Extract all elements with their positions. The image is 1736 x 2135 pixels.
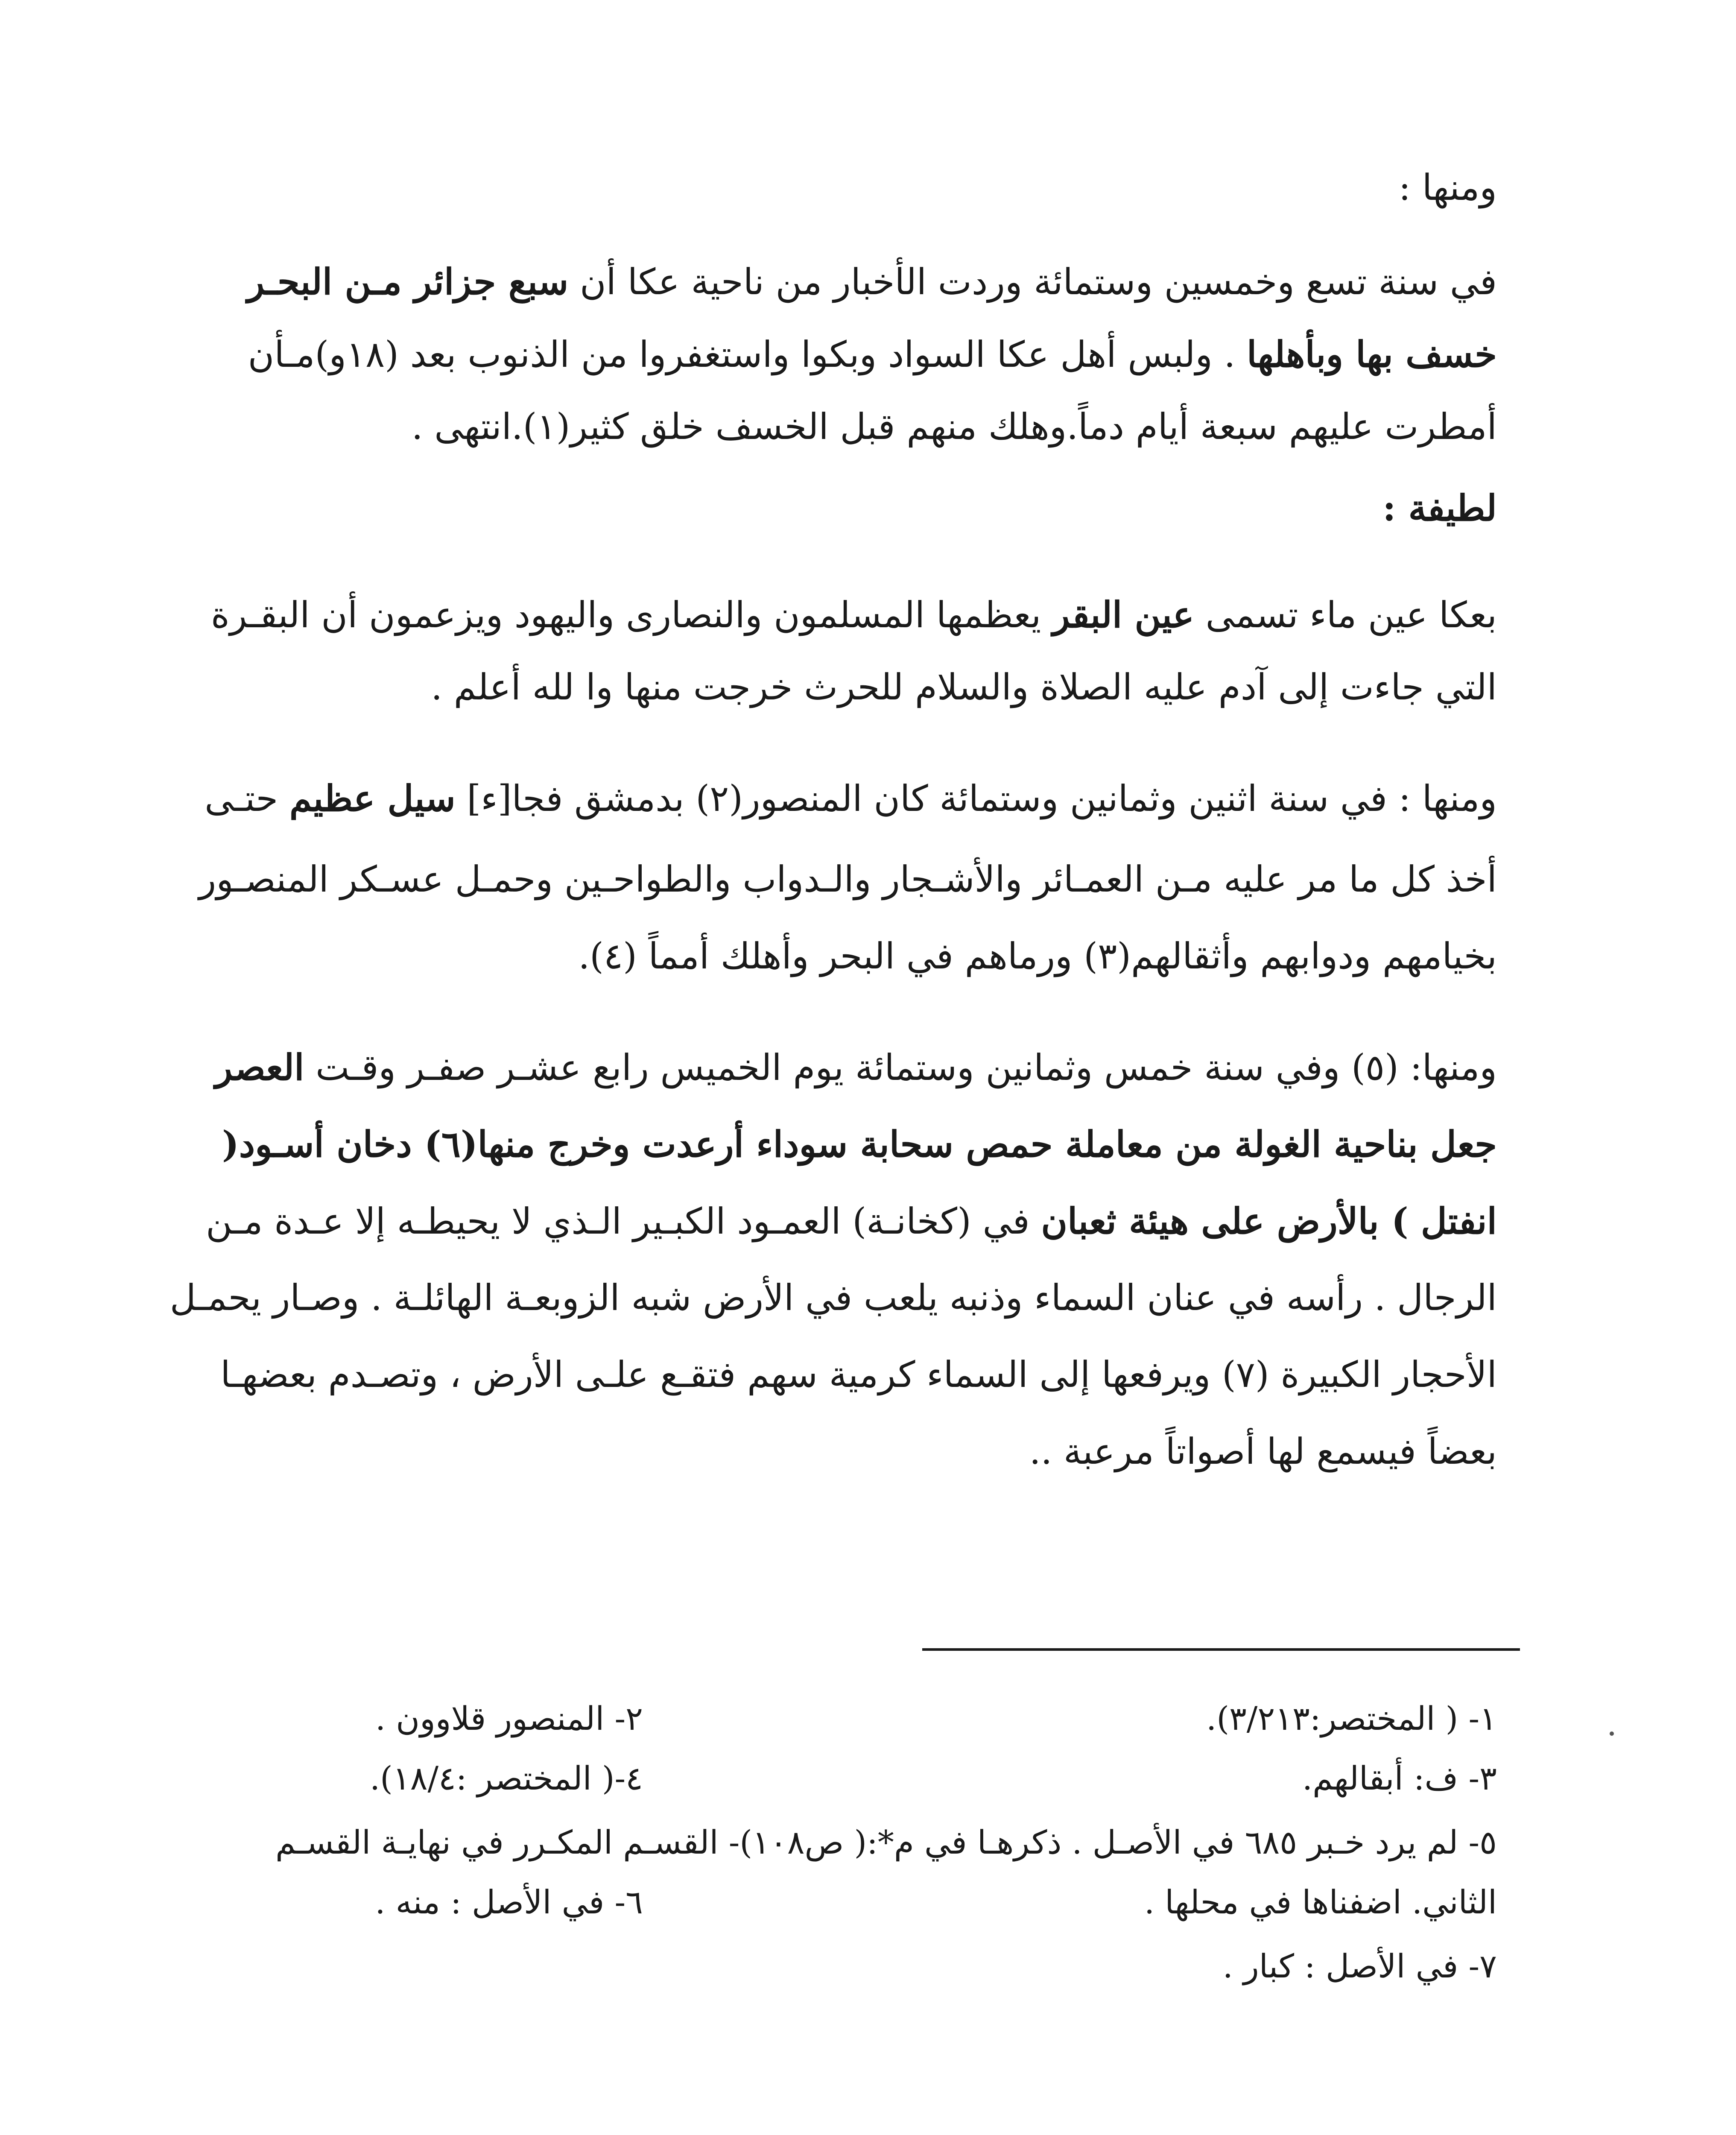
footnote-5-line-2: الثاني. اضفناها في محلها . [1144,1883,1497,1921]
text-span: يعظمها المسلمون والنصارى واليهود ويزعمون أن البقـرة [210,594,1041,636]
text-line [220,1354,1497,1395]
footnote-7: ٧- في الأصل : كبار . [1222,1947,1497,1985]
text-span: في سنة تسع وخمسين وستمائة وردت الأخبار من ناحية عكا أن [579,261,1497,303]
text-line [210,594,1497,636]
text-span: في (كخانـة) العمـود الكبـير الـذي لا يحيطـه إلا عـدة مـن [205,1200,1030,1242]
text-line [205,1200,1497,1242]
bold-text-span: انفتل ) بالأرض على هيئة ثعبان [1041,1200,1497,1242]
text-span: بعضاً فيسمع لها أصواتاً مرعبة .. [1029,1430,1497,1472]
text-span: ومنها: (٥) وفي سنة خمس وثمانين وستمائة يوم الخميس رابع عشـر صفـر وقـت [316,1047,1497,1088]
bold-text-span: خسف بها وبأهلها [1247,333,1497,375]
label-text: ومنها : [1398,167,1497,208]
footnote-1: ١- ( المختصر:٣/٢١٣). [1206,1699,1497,1737]
bold-text-span: سيل عظيم [289,777,456,819]
text-span: الأحجار الكبيرة (٧) ويرفعها إلى السماء كرمية سهم فتقـع علـى الأرض ، وتصـدم بعضهـا [220,1354,1497,1395]
text-line [231,406,1497,447]
text-span: . ولبس أهل عكا السواد وبكوا واستغفروا من الذنوب بعد (١٨و)مـأن [248,333,1236,375]
heading-text: لطيفة : [1382,487,1497,529]
text-span: الرجال . رأسه في عنان السماء وذنبه يلعب في الأرض شبه الزوبعـة الهائلـة . وصـار يحمـل [170,1277,1497,1319]
text-line [222,1123,1497,1165]
text-line [205,777,1497,819]
text-span: بعكا عين ماء تسمى [1205,594,1497,636]
bold-text-span: جعل بناحية الغولة من معاملة حمص سحابة سوداء أرعدت وخرج منها(٦) دخان أسـود( [222,1123,1497,1165]
paragraph-label [231,167,1497,208]
speck-dot [1610,1731,1614,1736]
text-line [231,935,1497,977]
text-line [231,260,1497,303]
text-span: التي جاءت إلى آدم عليه الصلاة والسلام للحرث خرجت منها وا لله أعلم . [431,666,1497,708]
footnote-2: ٢- المنصور قلاوون . [375,1699,643,1737]
text-line [231,333,1497,375]
text-line [170,1277,1497,1319]
footnote-5-line-1: ٥- لم يرد خـبر ٦٨٥ في الأصـل . ذكرهـا في م*:( ص١٠٨)- القسـم المكـرر في نهايـة القسـم [275,1823,1497,1861]
footnote-3: ٣- ف: أبقالهم. [1302,1759,1497,1797]
text-span: حتـى [205,778,278,819]
text-span: ومنها : في سنة اثنين وثمانين وستمائة كان المنصور(٢) بدمشق فجا[ء] [467,778,1497,819]
footnote-separator [922,1648,1520,1651]
text-span: أمطرت عليهم سبعة أيام دماً.وهلك منهم قبل الخسف خلق كثير(١).انتهى . [411,406,1497,447]
footnote-4: ٤-( المختصر :١٨/٤). [369,1759,643,1797]
text-line [231,666,1497,708]
footnote-6: ٦- في الأصل : منه . [375,1883,643,1921]
text-span: بخيامهم ودوابهم وأثقالهم(٣) ورماهم في البحر وأهلك أمماً (٤). [578,935,1497,977]
section-heading [231,487,1497,529]
text-line [199,858,1497,900]
text-line [215,1046,1497,1088]
bold-text-span: العصر [215,1046,304,1088]
bold-text-span: سبع جزائر مـن البحـر [247,260,569,303]
text-span: أخذ كل ما مر عليه مـن العمـائر والأشـجار والـدواب والطواحـين وحمـل عسـكر المنصـور [199,858,1497,900]
bold-text-span: عين البقر [1052,594,1194,636]
text-line [231,1430,1497,1472]
